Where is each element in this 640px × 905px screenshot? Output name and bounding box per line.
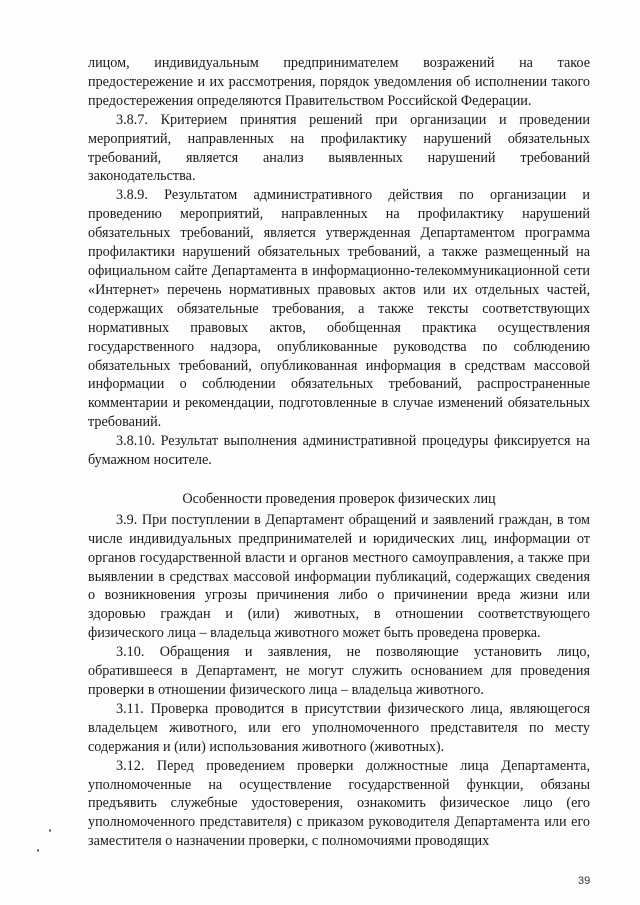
scan-artifact-mark <box>37 849 39 852</box>
paragraph-3-10: 3.10. Обращения и заявления, не позволяющие установить лицо, обратившееся в Департамент, не могут служить основанием для проведения проверки в отношении физического лица – владельца животного. <box>88 644 590 698</box>
paragraph-3-8-7: 3.8.7. Критерием принятия решений при организации и проведении мероприятий, направленных на профилактику нарушений обязательных требований, является анализ выявленных нарушений требований законодательства. <box>88 111 590 185</box>
paragraph-continuation: лицом, индивидуальным предпринимателем возражений на такое предостережение и их рассмотрения, порядок уведомления об исполнении такого предостережения определяются Правительством Российской Федерации. <box>88 55 590 109</box>
paragraph-3-8-9: 3.8.9. Результатом административного действия по организации и проведению мероприятий, направленных на профилактику нарушений обязательных требований, является утвержденная Департаментом программа профилактики нарушений обязательных требований, а также размещенный на официальном сайте Департамента в информационно-телекоммуникационной сети «Интернет» перечень нормативных правовых актов или их отдельных частей, содержащих обязательные требования, а также тексты соответствующих нормативных правовых актов, обобщенная практика осуществления государственного надзора, опубликованные руководства по соблюдению обязательных требований, опубликованная информация в средствам массовой информации о соблюдении обязательных требований, распространенные комментарии и рекомендации, подготовленные в случае изменений обязательных требований. <box>88 187 590 431</box>
paragraph-3-11: 3.11. Проверка проводится в присутствии физического лица, являющегося владельцем животного, или его уполномоченного представителя по месту содержания и (или) использования животного (животных). <box>88 700 590 755</box>
section-heading: Особенности проведения проверок физических лиц <box>182 490 496 507</box>
scan-artifact-mark <box>49 829 51 832</box>
paragraph-3-8-10: 3.8.10. Результат выполнения административной процедуры фиксируется на бумажном носителе. <box>88 433 590 469</box>
paragraph-3-12: 3.12. Перед проведением проверки должностные лица Департамента, уполномоченные на осуществление государственной функции, обязаны предъявить служебные удостоверения, ознакомить физическое лицо (его уполномоченного представителя) с приказом руководителя Департамента или его заместителя о назначении проверки, с полномочиями проводящих <box>88 757 590 850</box>
page-number: 39 <box>578 875 591 887</box>
paragraph-3-9: 3.9. При поступлении в Департамент обращений и заявлений граждан, в том числе индивидуальных предпринимателей и юридических лиц, информации от органов государственной власти и органов местного самоуправления, а также при выявлении в средствах массовой информации публикаций, содержащих сведения о возникновения угрозы причинения либо о причинении вреда жизни или здоровью граждан и (или) животных, в отношении соответствующего физического лица – владельца животного может быть проведена проверка. <box>88 511 590 642</box>
document-body <box>88 54 590 851</box>
